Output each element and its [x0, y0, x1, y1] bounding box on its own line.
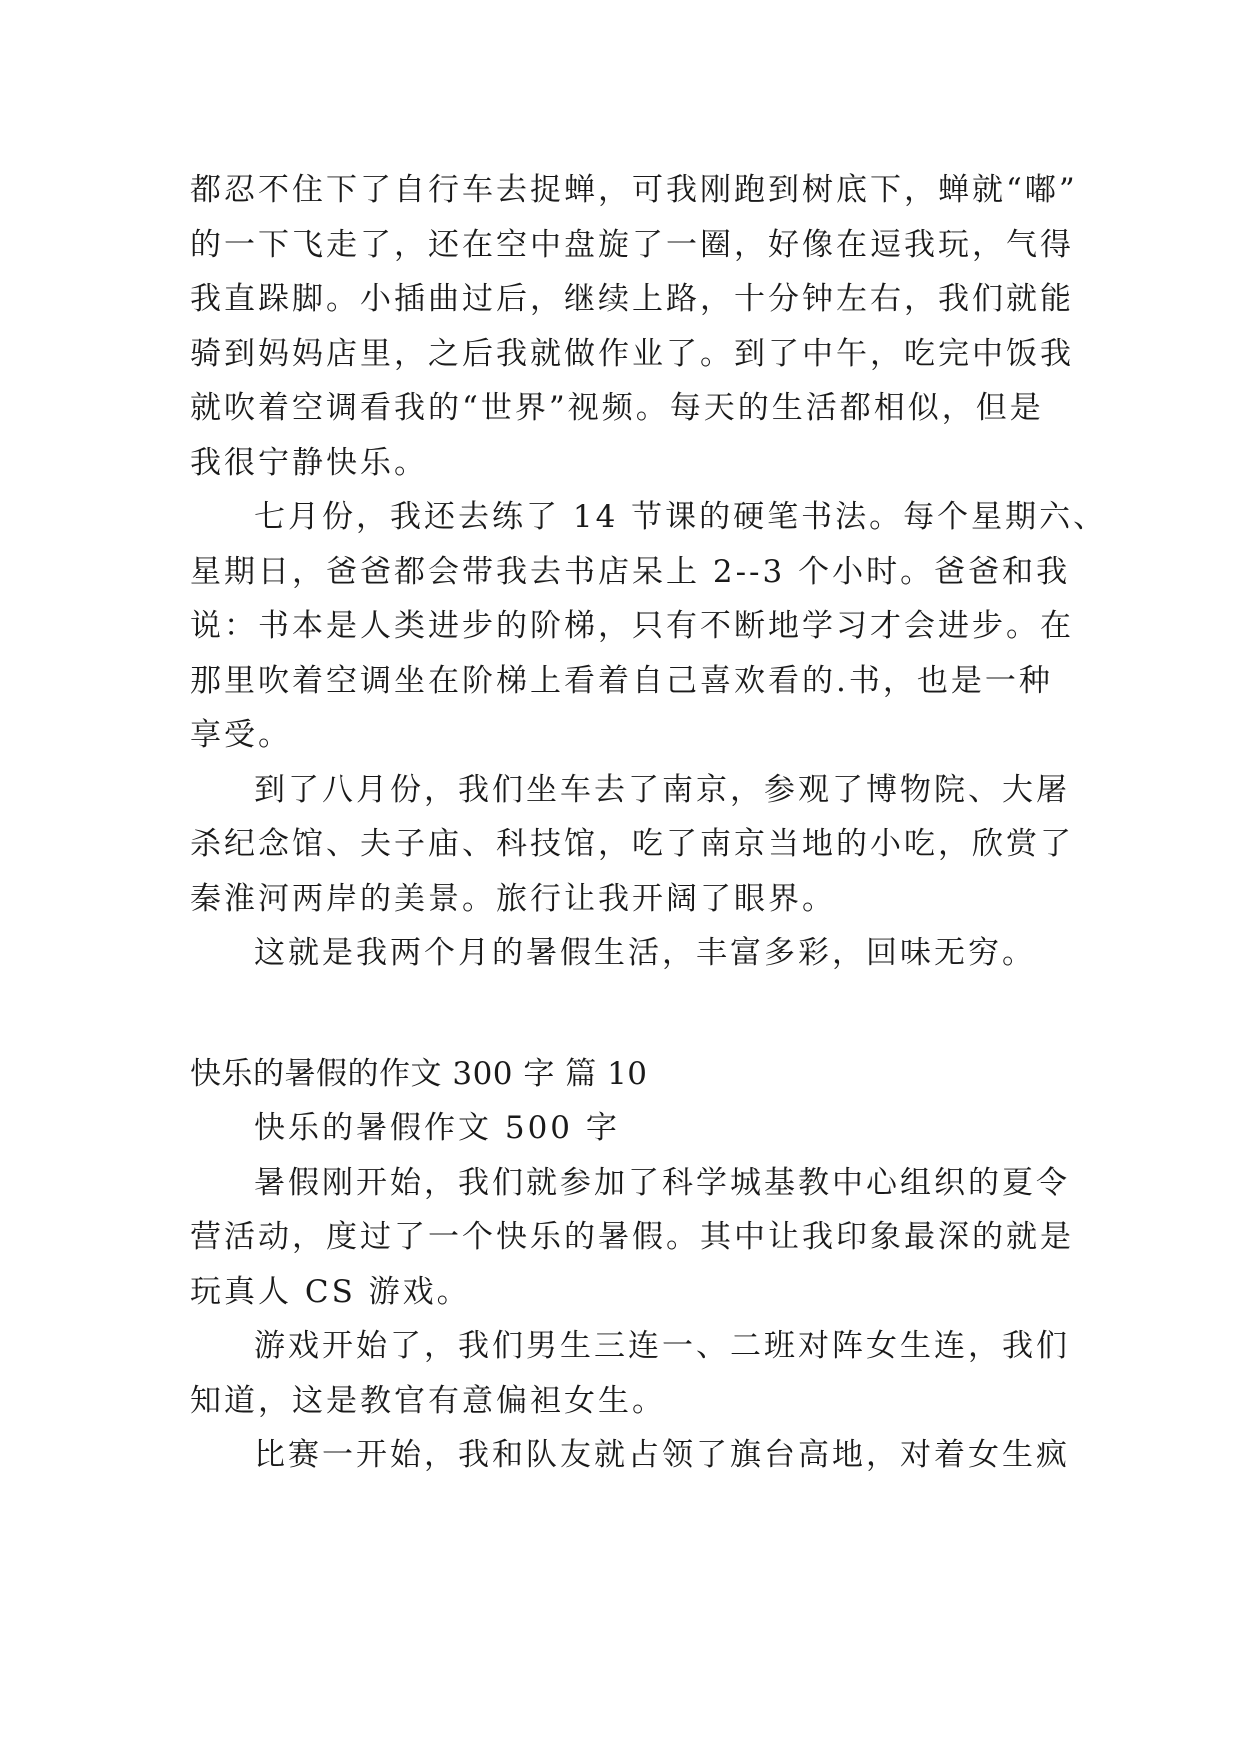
text-line: 的一下飞走了，还在空中盘旋了一圈，好像在逗我玩，气得 — [190, 226, 1074, 263]
text-line: 都忍不住下了自行车去捉蝉，可我刚跑到树底下，蝉就“嘟” — [190, 172, 1078, 208]
text-line: 秦淮河两岸的美景。旅行让我开阔了眼界。 — [190, 880, 836, 917]
document-body — [190, 163, 1108, 1483]
text-line: 知道，这是教官有意偏袒女生。 — [190, 1382, 666, 1419]
text-line: 那里吹着空调坐在阶梯上看着自己喜欢看的.书，也是一种 — [190, 662, 1053, 699]
text-line: 享受。 — [190, 717, 292, 753]
text-line: 玩真人 CS 游戏。 — [190, 1273, 471, 1310]
text-line: 暑假刚开始，我们就参加了科学城基教中心组织的夏令 — [254, 1164, 1070, 1201]
text-line: 就吹着空调看我的“世界”视频。每天的生活都相似，但是 — [190, 390, 1044, 426]
text-line: 到了八月份，我们坐车去了南京，参观了博物院、大屠 — [254, 771, 1070, 808]
text-line: 星期日，爸爸都会带我去书店呆上 2--3 个小时。爸爸和我 — [190, 553, 1071, 590]
text-line: 比赛一开始，我和队友就占领了旗台高地，对着女生疯 — [254, 1437, 1070, 1473]
section-heading: 快乐的暑假的作文 300 字 篇 10 — [190, 1055, 648, 1092]
text-line: 营活动，度过了一个快乐的暑假。其中让我印象最深的就是 — [190, 1219, 1074, 1255]
text-line: 我很宁静快乐。 — [190, 444, 428, 481]
text-line: 七月份，我还去练了 14 节课的硬笔书法。每个星期六、 — [254, 499, 1108, 535]
section-spacer — [190, 981, 1070, 1047]
essay-section-10 — [190, 1101, 1074, 1483]
text-line: 快乐的暑假作文 500 字 — [254, 1110, 620, 1146]
essay-section-previous — [190, 163, 1108, 981]
text-line: 说：书本是人类进步的阶梯，只有不断地学习才会进步。在 — [190, 608, 1074, 644]
text-line: 这就是我两个月的暑假生活，丰富多彩，回味无穷。 — [254, 935, 1036, 971]
text-line: 骑到妈妈店里，之后我就做作业了。到了中午，吃完中饭我 — [190, 335, 1074, 372]
text-line: 游戏开始了，我们男生三连一、二班对阵女生连，我们 — [254, 1328, 1070, 1364]
text-line: 我直跺脚。小插曲过后，继续上路，十分钟左右，我们就能 — [190, 281, 1074, 317]
text-line: 杀纪念馆、夫子庙、科技馆，吃了南京当地的小吃，欣赏了 — [190, 826, 1074, 862]
